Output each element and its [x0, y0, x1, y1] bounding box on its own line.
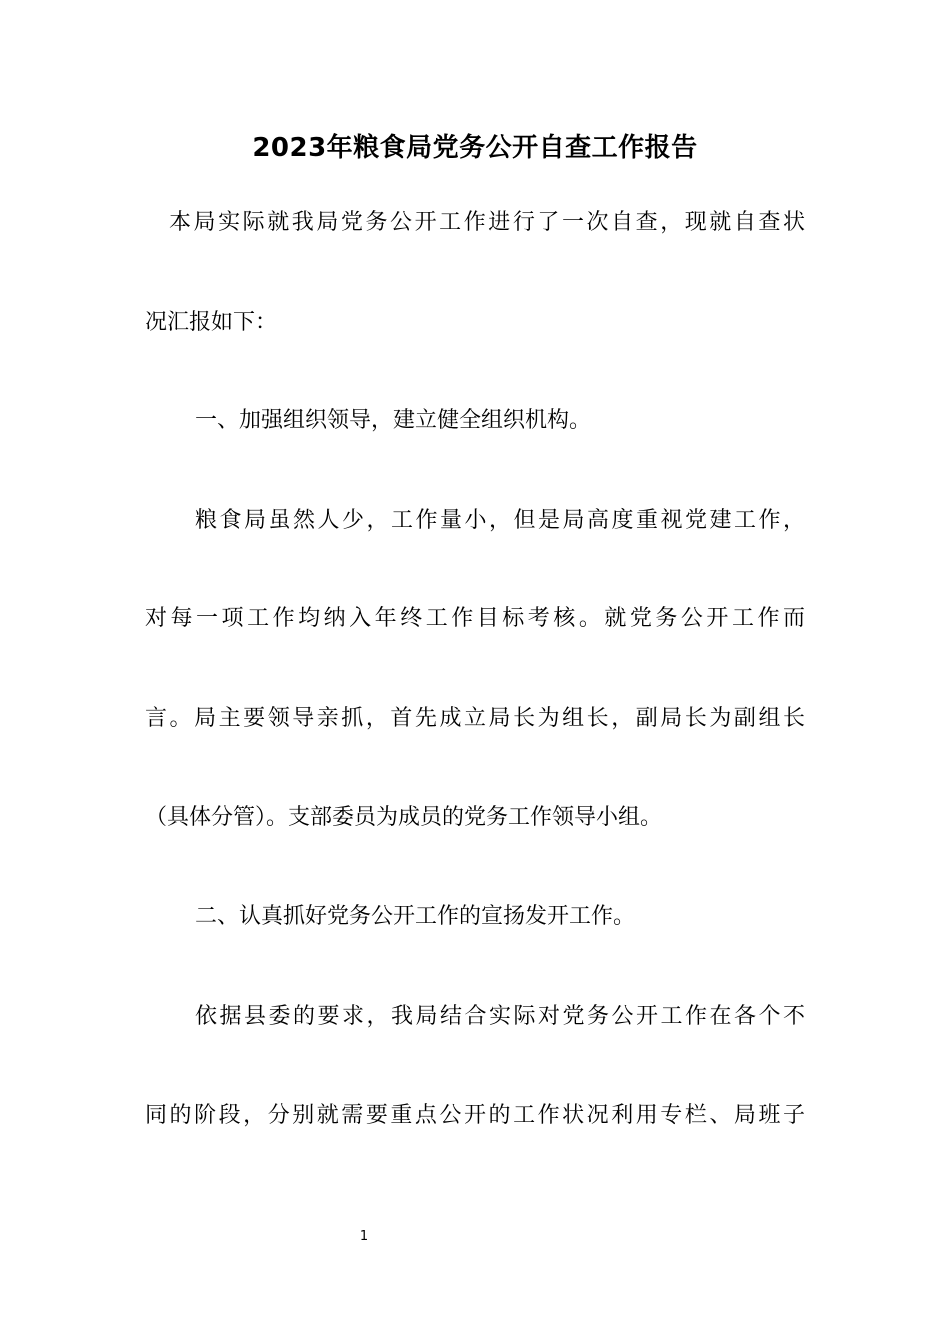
paragraph-line: 粮食局虽然人少，工作量小，但是局高度重视党建工作， [195, 508, 805, 533]
document-title: 2023年粮食局党务公开自查工作报告 [252, 133, 698, 163]
paragraph-line: 对每一项工作均纳入年终工作目标考核。就党务公开工作而 [145, 606, 805, 631]
paragraph-line: 言。局主要领导亲抓，首先成立局长为组长，副局长为副组长 [145, 706, 805, 731]
paragraph-line: 同的阶段，分别就需要重点公开的工作状况利用专栏、局班子 [145, 1103, 805, 1128]
page-number: 1 [359, 1229, 369, 1244]
paragraph-line: 本局实际就我局党务公开工作进行了一次自查，现就自查状 [169, 210, 805, 235]
section-heading: 一、加强组织领导，建立健全组织机构。 [195, 408, 592, 433]
paragraph-line: 况汇报如下： [145, 310, 278, 335]
paragraph-line: （具体分管）。支部委员为成员的党务工作领导小组。 [145, 805, 663, 830]
paragraph-line: 依据县委的要求，我局结合实际对党务公开工作在各个不 [195, 1004, 805, 1029]
section-heading: 二、认真抓好党务公开工作的宣扬发开工作。 [195, 904, 636, 929]
